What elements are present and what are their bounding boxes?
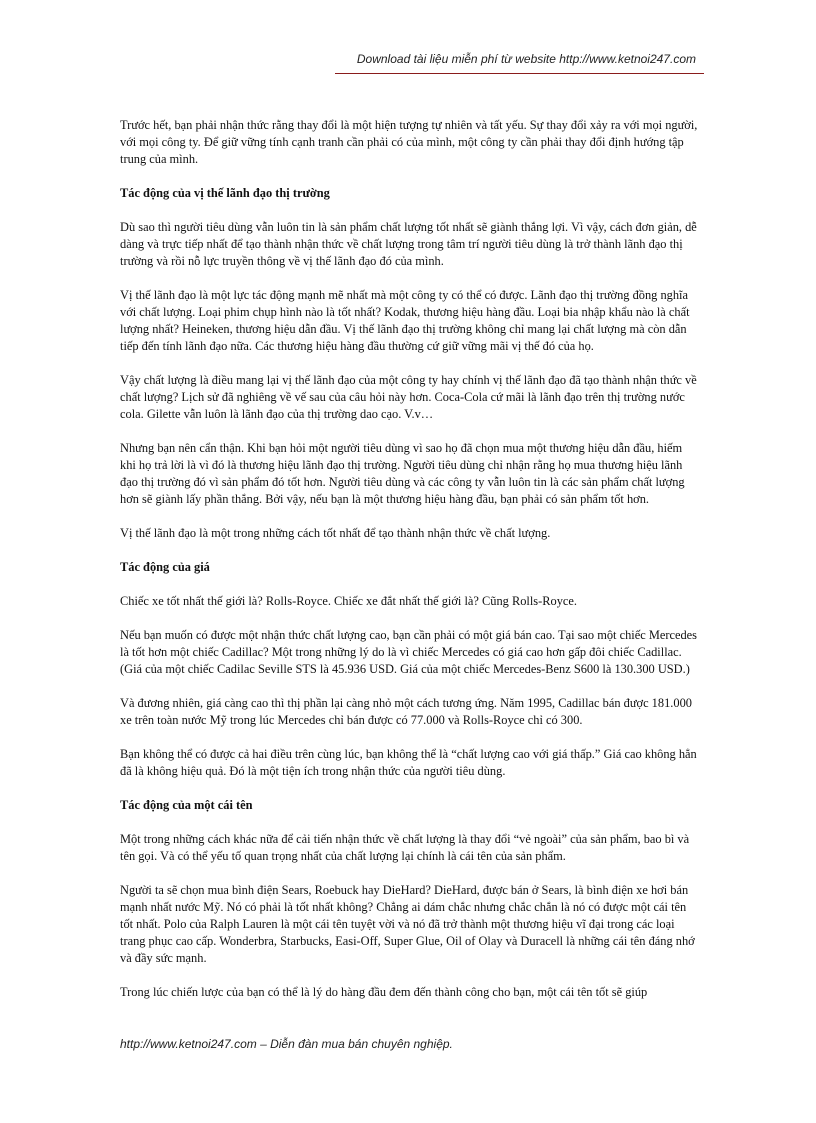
paragraph: Nếu bạn muốn có được một nhận thức chất lượng cao, bạn cần phải có một giá bán cao. Tại sao một chiếc Mercedes là tốt hơn một chiếc Cadillac? Một trong những lý do là vì chiếc Mercedes có giá cao hơn gấp đôi chiếc Cadillac. (Giá của một chiếc Cadilac Seville STS là 45.936 USD. Giá của một chiếc Mercedes-Benz S600 là 130.300 USD.) <box>120 628 697 676</box>
paragraph: Vị thế lãnh đạo là một lực tác động mạnh mẽ nhất mà một công ty có thể có được. Lãnh đạo thị trường đồng nghĩa với chất lượng. Loại phim chụp hình nào là tốt nhất? Kodak, thương hiệu hàng đầu. Loại bia nhập khẩu nào là chất lượng nhất? Heineken, thương hiệu dẫn đầu. Vị thế lãnh đạo thị trường không chỉ mang lại chất lượng mà còn dẫn tiếp đến tính lãnh đạo nữa. Các thương hiệu hàng đầu thường cứ giữ vững mãi vị thế đó của họ. <box>120 288 690 353</box>
page-footer: http://www.ketnoi247.com – Diễn đàn mua bán chuyên nghiệp. <box>120 1037 453 1051</box>
heading-market-leadership: Tác động của vị thế lãnh đạo thị trường <box>120 186 330 200</box>
document-body <box>120 117 698 1018</box>
paragraph-intro: Trước hết, bạn phải nhận thức rằng thay đổi là một hiện tượng tự nhiên và tất yếu. Sự thay đổi xảy ra với mọi người, với mọi công ty. Để giữ vững tính cạnh tranh cần phải có của mình, một công ty cần phải thay đổi định hướng tập trung của mình. <box>120 118 698 166</box>
paragraph: Người ta sẽ chọn mua bình điện Sears, Roebuck hay DieHard? DieHard, được bán ở Sears, là bình điện xe hơi bán mạnh nhất nước Mỹ. Nó có phải là tốt nhất không? Chẳng ai dám chắc nhưng chắc chắn là nó có được một cái tên tốt nhất. Polo của Ralph Lauren là một cái tên tuyệt vời và nó đã trở thành một thương hiệu vĩ đại trong các loại trang phục cao cấp. Wonderbra, Starbucks, Easi-Off, Super Glue, Oil of Olay và Duracell là những cái tên đáng nhớ và đầy sức mạnh. <box>120 883 695 965</box>
paragraph: Bạn không thể có được cả hai điều trên cùng lúc, bạn không thể là “chất lượng cao với giá thấp.” Giá cao không hẳn đã là không hiệu quả. Đó là một tiện ích trong nhận thức của người tiêu dùng. <box>120 747 697 778</box>
heading-price: Tác động của giá <box>120 560 210 574</box>
heading-name: Tác động của một cái tên <box>120 798 253 812</box>
paragraph: Chiếc xe tốt nhất thế giới là? Rolls-Royce. Chiếc xe đắt nhất thế giới là? Cũng Rolls-Royce. <box>120 594 578 608</box>
paragraph: Trong lúc chiến lược của bạn có thể là lý do hàng đầu đem đến thành công cho bạn, một cái tên tốt sẽ giúp <box>120 985 648 999</box>
paragraph: Dù sao thì người tiêu dùng vẫn luôn tin là sản phẩm chất lượng tốt nhất sẽ giành thắng lợi. Vì vậy, cách đơn giản, dễ dàng và trực tiếp nhất để tạo thành nhận thức về chất lượng trong tâm trí người tiêu dùng là trở thành lãnh đạo thị trường và rồi nỗ lực truyền thông về vị thế lãnh đạo đó của mình. <box>120 220 697 268</box>
paragraph: Vị thế lãnh đạo là một trong những cách tốt nhất để tạo thành nhận thức về chất lượng. <box>120 526 551 540</box>
header-text: Download tài liệu miễn phí từ website http://www.ketnoi247.com <box>356 52 696 66</box>
paragraph: Vậy chất lượng là điều mang lại vị thế lãnh đạo của một công ty hay chính vị thế lãnh đạo đã tạo thành nhận thức về chất lượng? Lịch sử đã nghiêng về vế sau của câu hỏi này hơn. Coca-Cola cứ mãi là lãnh đạo trên thị trường nước cola. Gilette vẫn luôn là lãnh đạo của thị trường dao cạo. V.v… <box>120 373 697 421</box>
header-divider <box>335 73 704 74</box>
paragraph: Một trong những cách khác nữa để cải tiến nhận thức về chất lượng là thay đổi “vẻ ngoài” của sản phẩm, bao bì và tên gọi. Và có thể yếu tố quan trọng nhất của chất lượng lại chính là cái tên của sản phẩm. <box>120 832 690 863</box>
paragraph: Nhưng bạn nên cẩn thận. Khi bạn hỏi một người tiêu dùng vì sao họ đã chọn mua một thương hiệu dẫn đầu, hiếm khi họ trả lời là vì đó là thương hiệu lãnh đạo thị trường. Người tiêu dùng chỉ nhận rằng họ mua thương hiệu lãnh đạo thị trường đó vì sản phẩm đó tốt hơn. Người tiêu dùng và các công ty vẫn luôn tin là các sản phẩm chất lượng hơn sẽ giành lấy phần thắng. Bởi vậy, nếu bạn là một thương hiệu hàng đầu, bạn phải có sản phẩm tốt hơn. <box>120 441 685 506</box>
paragraph: Và đương nhiên, giá càng cao thì thị phần lại càng nhỏ một cách tương ứng. Năm 1995, Cadillac bán được 181.000 xe trên toàn nước Mỹ trong lúc Mercedes chỉ bán được có 77.000 và Rolls-Royce chỉ có 300. <box>120 696 692 727</box>
